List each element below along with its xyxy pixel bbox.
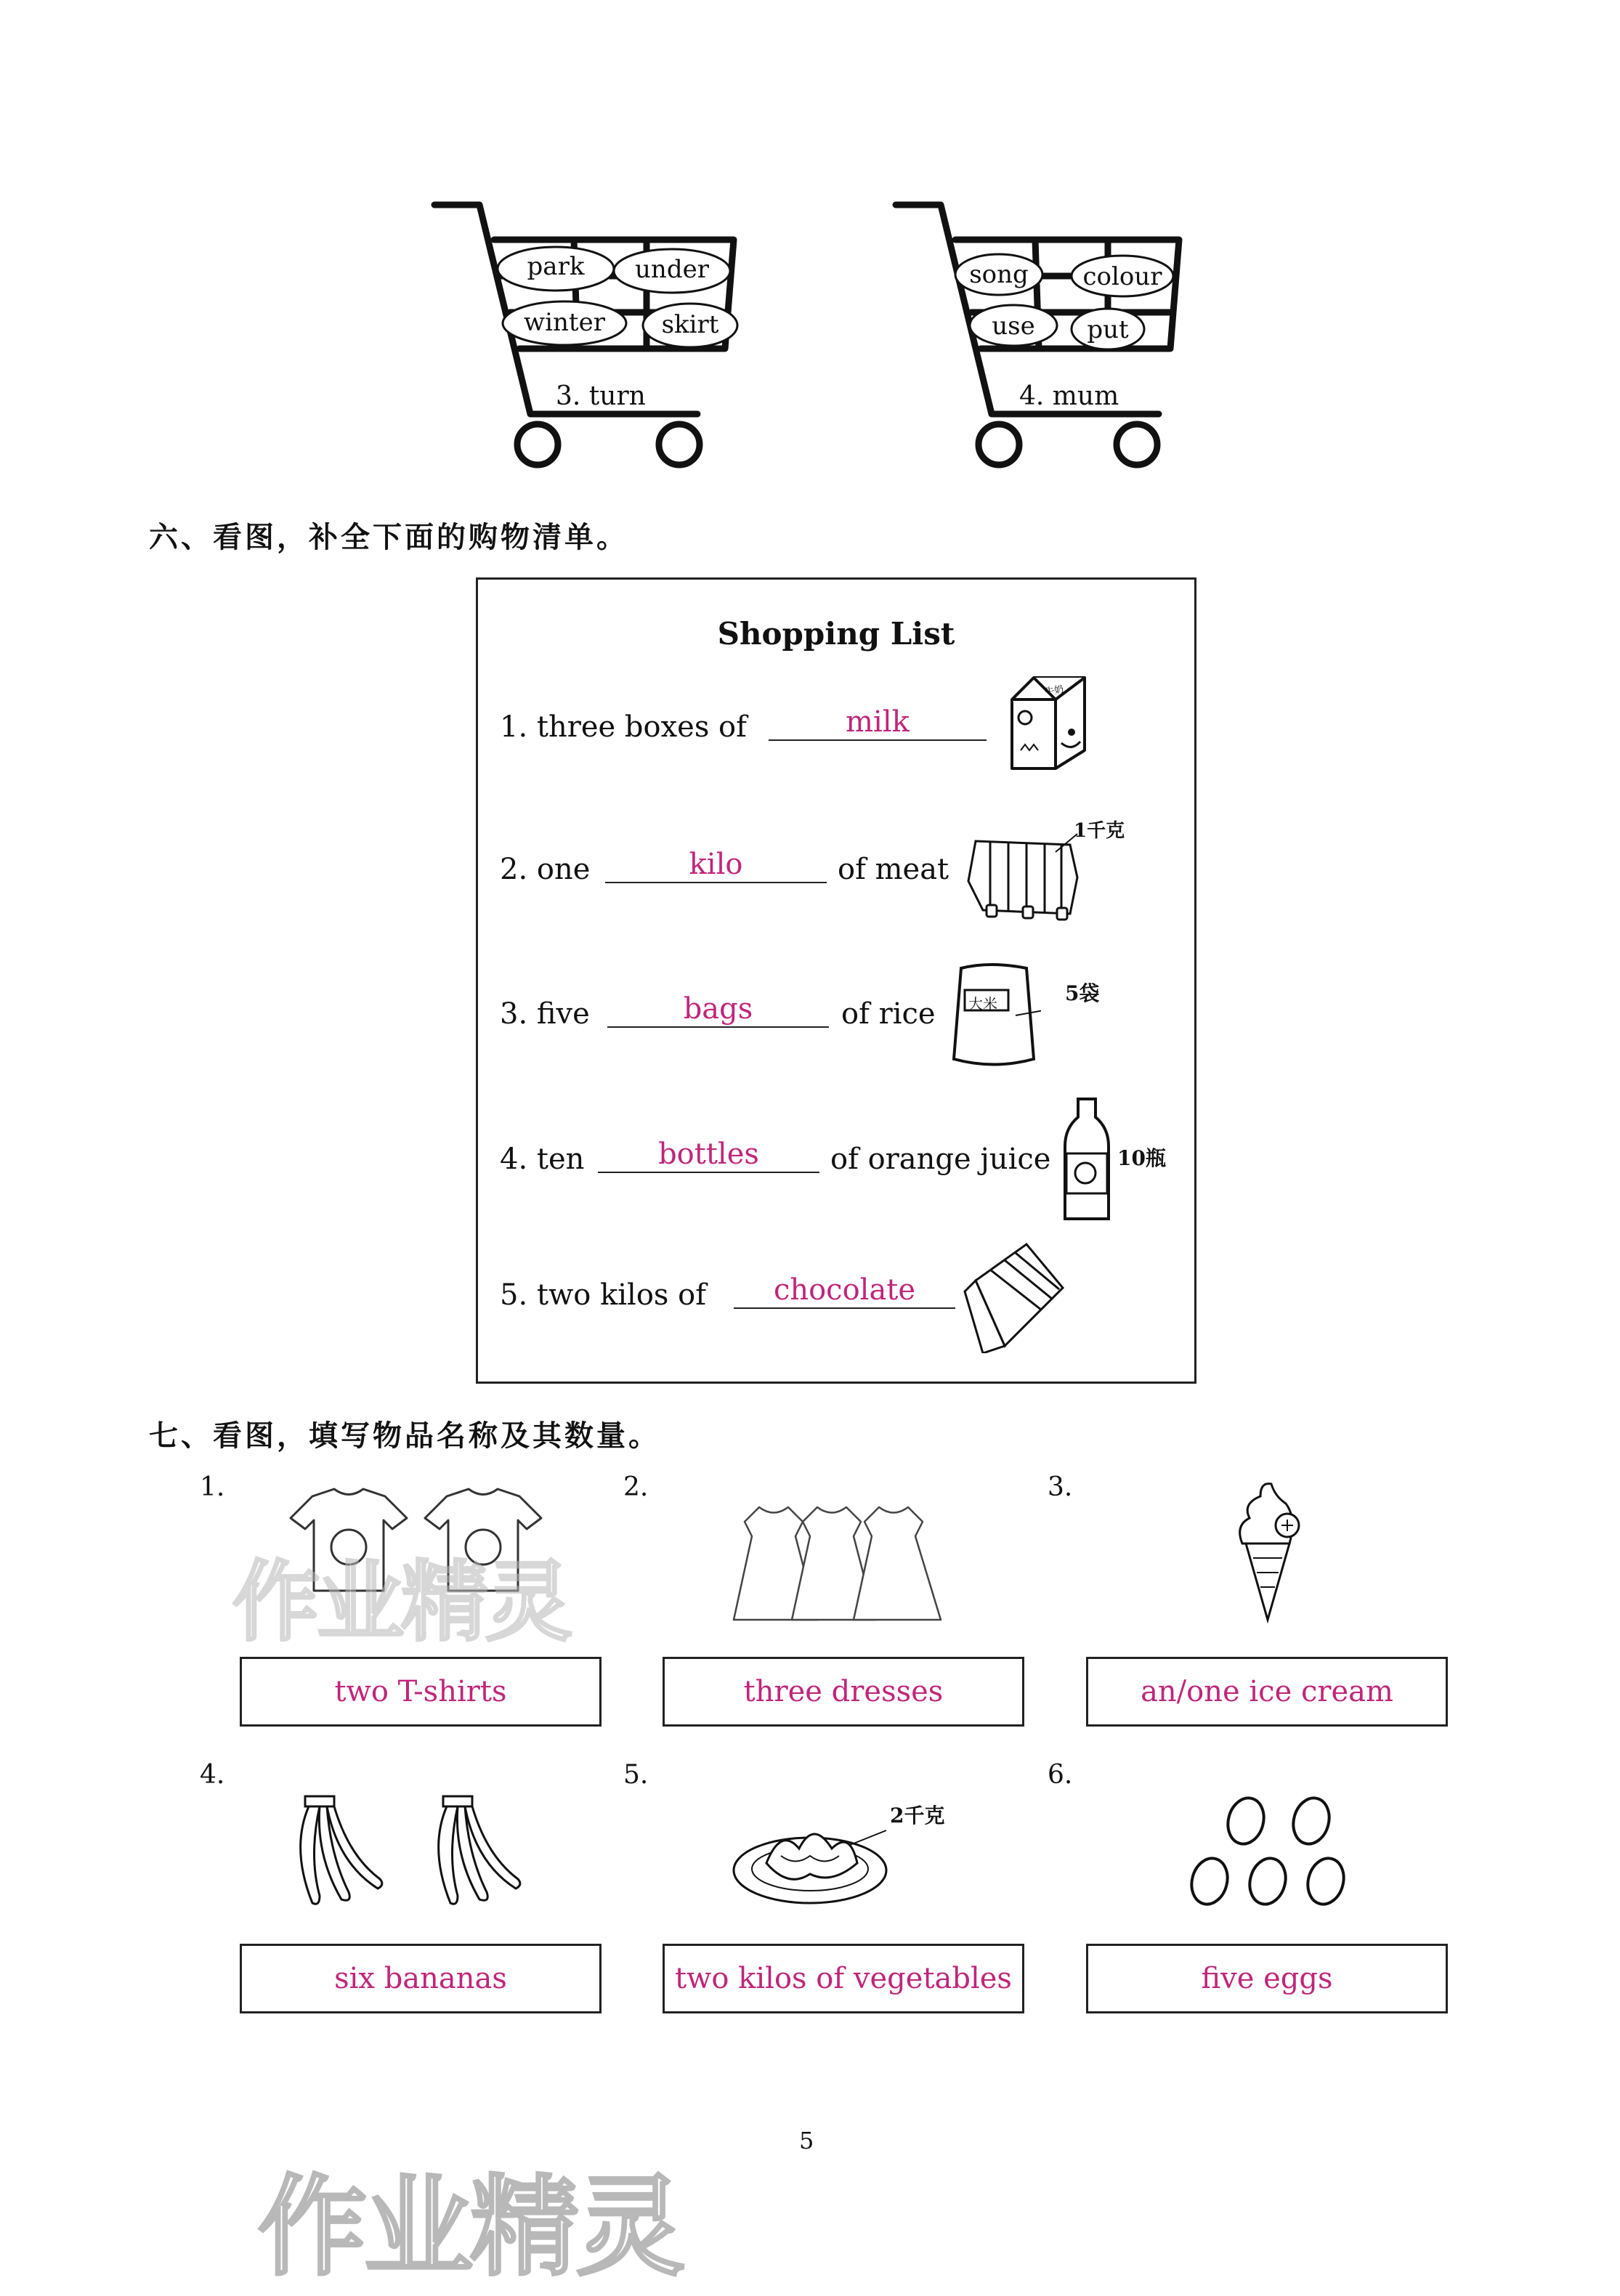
cart-word: park (527, 252, 585, 281)
cart-caption: 3. turn (556, 381, 646, 411)
item-number: 5. (623, 1760, 649, 1790)
rice-bag-icon (947, 957, 1041, 1074)
item-number: 6. (1048, 1760, 1073, 1790)
watermark: 作业精灵 (232, 1552, 570, 1653)
cart-word: winter (524, 308, 605, 337)
answer-blank[interactable]: bags (607, 991, 829, 1028)
list-item-prefix: 1. three boxes of (500, 710, 747, 744)
item-number: 4. (200, 1760, 225, 1790)
quantity-label: 5袋 (1065, 981, 1100, 1005)
carton-label: 牛奶 (1044, 683, 1065, 699)
shopping-list-title: Shopping List (717, 616, 955, 652)
item-number: 3. (1048, 1472, 1073, 1502)
cart-4 (890, 196, 1210, 479)
cart-word: colour (1082, 262, 1162, 291)
dress-icon (730, 1500, 955, 1631)
cart-word: put (1087, 315, 1129, 344)
rice-bag-label: 大米 (968, 995, 997, 1013)
answer-box[interactable]: two T-shirts (240, 1657, 602, 1727)
cart-word: use (992, 312, 1035, 341)
juice-bottle-icon (1058, 1095, 1116, 1226)
answer-box[interactable]: two kilos of vegetables (663, 1944, 1024, 2013)
cart-caption: 4. mum (1019, 381, 1119, 411)
eggs-icon (1180, 1790, 1355, 1914)
list-item-prefix: 3. five (500, 997, 590, 1031)
meat-ribs-icon (961, 819, 1092, 928)
vegetables-plate-icon (730, 1798, 897, 1907)
answer-box[interactable]: five eggs (1086, 1944, 1448, 2013)
list-item-prefix: 4. ten (500, 1143, 585, 1176)
quantity-label: 2千克 (890, 1804, 945, 1828)
list-item-suffix: of orange juice (830, 1143, 1051, 1176)
list-item-prefix: 2. one (500, 853, 591, 886)
list-item-suffix: of meat (838, 853, 949, 886)
cart-word: song (969, 260, 1029, 289)
answer-box[interactable]: three dresses (663, 1657, 1024, 1727)
shopping-list (476, 577, 1196, 1384)
quantity-label: 1千克 (1074, 820, 1125, 842)
section-6-title: 六、看图，补全下面的购物清单。 (149, 521, 628, 554)
answer-blank[interactable]: bottles (598, 1137, 819, 1173)
list-item-prefix: 5. two kilos of (500, 1278, 707, 1312)
page-number: 5 (799, 2127, 814, 2154)
list-item-suffix: of rice (841, 997, 936, 1031)
bananas-icon (287, 1790, 556, 1914)
watermark: 作业精灵 (258, 2165, 683, 2291)
answer-blank[interactable]: kilo (605, 847, 827, 883)
quantity-label: 10瓶 (1117, 1146, 1166, 1170)
item-number: 1. (200, 1472, 225, 1502)
answer-box[interactable]: six bananas (240, 1944, 602, 2013)
item-number: 2. (623, 1472, 649, 1502)
cart-word: skirt (661, 310, 719, 339)
chocolate-bar-icon (961, 1237, 1070, 1353)
answer-box[interactable]: an/one ice cream (1086, 1657, 1448, 1727)
answer-blank[interactable]: milk (769, 705, 987, 741)
cart-word: under (635, 255, 709, 284)
ice-cream-icon (1228, 1478, 1308, 1623)
answer-blank[interactable]: chocolate (734, 1273, 955, 1309)
section-7-title: 七、看图，填写物品名称及其数量。 (149, 1419, 660, 1453)
cart-3 (429, 196, 748, 479)
